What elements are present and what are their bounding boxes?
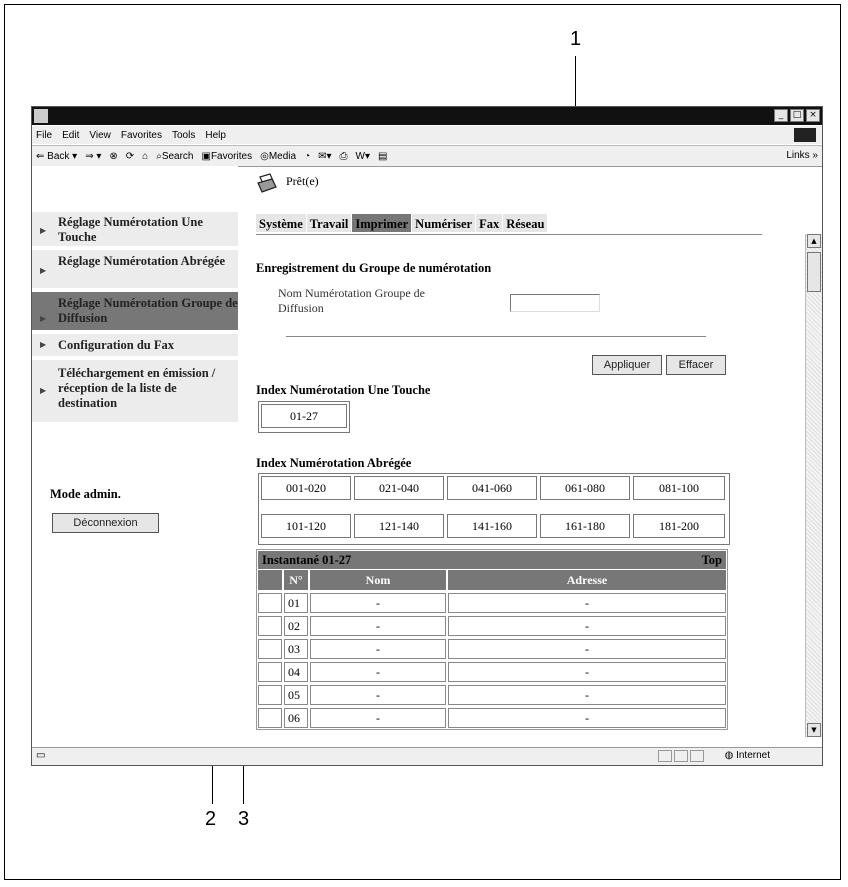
row-name: - (310, 708, 446, 728)
row-no: 03 (284, 639, 308, 659)
arrow-right-icon: ▶ (40, 340, 47, 349)
top-link[interactable]: Top (701, 553, 722, 567)
tab-network[interactable]: Réseau (503, 214, 547, 232)
arrow-right-icon: ▶ (40, 266, 47, 275)
column-no: N° (284, 570, 308, 590)
apply-button[interactable]: Appliquer (592, 355, 662, 375)
one-touch-table (256, 549, 728, 730)
media-button[interactable] (260, 151, 296, 162)
links-button[interactable]: Links » (786, 150, 818, 161)
row-select[interactable] (258, 685, 282, 705)
abbrev-range[interactable]: 041-060 (447, 476, 537, 500)
media-icon: ◎ (260, 150, 269, 162)
row-address: - (448, 685, 726, 705)
page-icon: ▭ (36, 750, 46, 761)
row-address: - (448, 593, 726, 613)
abbrev-range[interactable]: 101-120 (261, 514, 351, 538)
row-name: - (310, 593, 446, 613)
group-name-input[interactable] (510, 294, 600, 312)
toolbar (32, 145, 822, 167)
ie-icon (34, 109, 48, 123)
search-icon: ⌕ (156, 150, 162, 162)
search-label: Search (161, 150, 194, 162)
row-no: 04 (284, 662, 308, 682)
logout-button[interactable]: Déconnexion (52, 513, 159, 533)
row-no: 02 (284, 616, 308, 636)
sidebar-item-download[interactable] (32, 360, 238, 424)
tab-job[interactable]: Travail (307, 214, 352, 232)
sidebar-item-fax-config[interactable] (32, 334, 238, 358)
vertical-scrollbar[interactable] (805, 234, 822, 737)
row-select[interactable] (258, 616, 282, 636)
tab-print[interactable]: Imprimer (352, 214, 411, 232)
group-name-label: Nom Numérotation Groupe de Diffusion (278, 286, 425, 315)
menu-tools[interactable]: Tools (171, 129, 196, 141)
abbrev-range[interactable]: 141-160 (447, 514, 537, 538)
table-title-bar (258, 551, 726, 569)
sidebar-item-one-touch[interactable] (32, 212, 238, 248)
title-bar (32, 107, 822, 125)
one-touch-index-heading: Index Numérotation Une Touche (256, 383, 431, 397)
abbrev-range[interactable]: 121-140 (354, 514, 444, 538)
zone-label (725, 750, 770, 761)
callout-3: 3 (238, 808, 250, 830)
forward-button[interactable]: ⇒ ▾ (85, 150, 102, 162)
abbrev-range[interactable]: 001-020 (261, 476, 351, 500)
abbrev-range[interactable]: 161-180 (540, 514, 630, 538)
search-button[interactable] (156, 151, 193, 162)
sidebar-item-group[interactable] (32, 292, 238, 332)
favorites-button[interactable] (202, 151, 253, 162)
table-row[interactable] (258, 685, 726, 705)
one-touch-range-01-27[interactable]: 01-27 (261, 404, 347, 428)
menu-help[interactable]: Help (205, 129, 226, 141)
row-name: - (310, 616, 446, 636)
table-row[interactable] (258, 593, 726, 613)
row-address: - (448, 639, 726, 659)
sidebar-item-label: Réglage Numérotation Une Touche (58, 215, 203, 244)
minimize-button[interactable]: _ (774, 109, 788, 122)
status-pane (690, 750, 704, 762)
row-no: 06 (284, 708, 308, 728)
tab-fax[interactable]: Fax (476, 214, 502, 232)
stop-icon[interactable]: ⊗ (109, 150, 118, 162)
zone-text: Internet (736, 750, 770, 761)
row-name: - (310, 662, 446, 682)
status-pane (658, 750, 672, 762)
scroll-down-icon[interactable]: ▼ (807, 723, 821, 737)
arrow-right-icon: ▶ (40, 386, 47, 395)
close-button[interactable]: × (806, 109, 820, 122)
printer-status: Prêt(e) (286, 174, 319, 188)
sidebar-item-label: Téléchargement en émission / réception de la liste de destination (58, 366, 216, 410)
table-row[interactable] (258, 639, 726, 659)
callout-1: 1 (570, 28, 582, 50)
abbrev-index-heading: Index Numérotation Abrégée (256, 456, 412, 470)
row-select[interactable] (258, 708, 282, 728)
arrow-right-icon: ▶ (40, 314, 47, 323)
menu-view[interactable]: View (89, 129, 111, 141)
print-icon[interactable]: ⎙ (339, 150, 348, 162)
menu-favorites[interactable]: Favorites (120, 129, 162, 141)
table-row[interactable] (258, 616, 726, 636)
row-address: - (448, 708, 726, 728)
history-icon[interactable]: ◔ (304, 150, 311, 162)
scroll-thumb[interactable] (807, 252, 821, 292)
clear-button[interactable]: Effacer (666, 355, 726, 375)
row-address: - (448, 662, 726, 682)
refresh-icon[interactable]: ⟳ (125, 150, 135, 162)
windows-logo-icon (794, 128, 816, 142)
abbrev-range[interactable]: 181-200 (633, 514, 725, 538)
status-pane (674, 750, 688, 762)
row-name: - (310, 685, 446, 705)
menu-file[interactable]: File (36, 129, 53, 141)
menu-bar (32, 126, 822, 144)
printer-icon (256, 173, 278, 195)
main-panel (256, 166, 796, 749)
abbrev-range[interactable]: 061-080 (540, 476, 630, 500)
mail-icon[interactable]: ✉▾ (318, 150, 332, 162)
row-select[interactable] (258, 593, 282, 613)
abbrev-range[interactable]: 021-040 (354, 476, 444, 500)
table-row[interactable] (258, 662, 726, 682)
row-select[interactable] (258, 662, 282, 682)
sidebar-item-abbreviated[interactable] (32, 250, 238, 290)
globe-icon: ◍ (724, 750, 737, 761)
discuss-icon[interactable]: ▤ (377, 150, 388, 162)
form-divider (286, 336, 706, 337)
abbrev-range[interactable]: 081-100 (633, 476, 725, 500)
tab-scan[interactable]: Numériser (412, 214, 475, 232)
tab-bar (256, 214, 548, 232)
back-button[interactable]: ⇐ Back ▾ (36, 150, 78, 162)
one-touch-index (258, 401, 350, 433)
column-select (258, 570, 282, 590)
row-no: 01 (284, 593, 308, 613)
media-label: Media (268, 150, 297, 162)
row-address: - (448, 616, 726, 636)
browser-window (31, 106, 823, 766)
abbrev-index (258, 473, 730, 545)
callout-2: 2 (205, 808, 217, 830)
sidebar (32, 166, 238, 749)
arrow-right-icon: ▶ (40, 226, 47, 235)
row-no: 05 (284, 685, 308, 705)
group-registration-heading: Enregistrement du Groupe de numérotation (256, 261, 492, 275)
favorites-label: Favorites (210, 150, 253, 162)
maximize-button[interactable]: □ (790, 109, 804, 122)
status-bar (32, 747, 822, 765)
scroll-up-icon[interactable]: ▲ (807, 234, 821, 248)
sidebar-item-label: Réglage Numérotation Groupe de Diffusion (58, 296, 238, 325)
table-header-row (258, 570, 726, 590)
table-row[interactable] (258, 708, 726, 728)
column-address: Adresse (448, 570, 726, 590)
favorites-icon: ▣ (201, 150, 211, 162)
home-icon[interactable]: ⌂ (142, 150, 149, 162)
tab-divider (256, 234, 762, 235)
row-name: - (310, 639, 446, 659)
word-icon[interactable]: W▾ (355, 150, 370, 162)
table-title: Instantané 01-27 (262, 553, 352, 567)
sidebar-item-label: Configuration du Fax (58, 338, 174, 352)
menu-edit[interactable]: Edit (62, 129, 80, 141)
column-name: Nom (310, 570, 446, 590)
tab-system[interactable]: Système (256, 214, 306, 232)
sidebar-item-label: Réglage Numérotation Abrégée (58, 254, 226, 268)
row-select[interactable] (258, 639, 282, 659)
page-content (32, 166, 822, 749)
admin-mode-label: Mode admin. (50, 487, 121, 501)
